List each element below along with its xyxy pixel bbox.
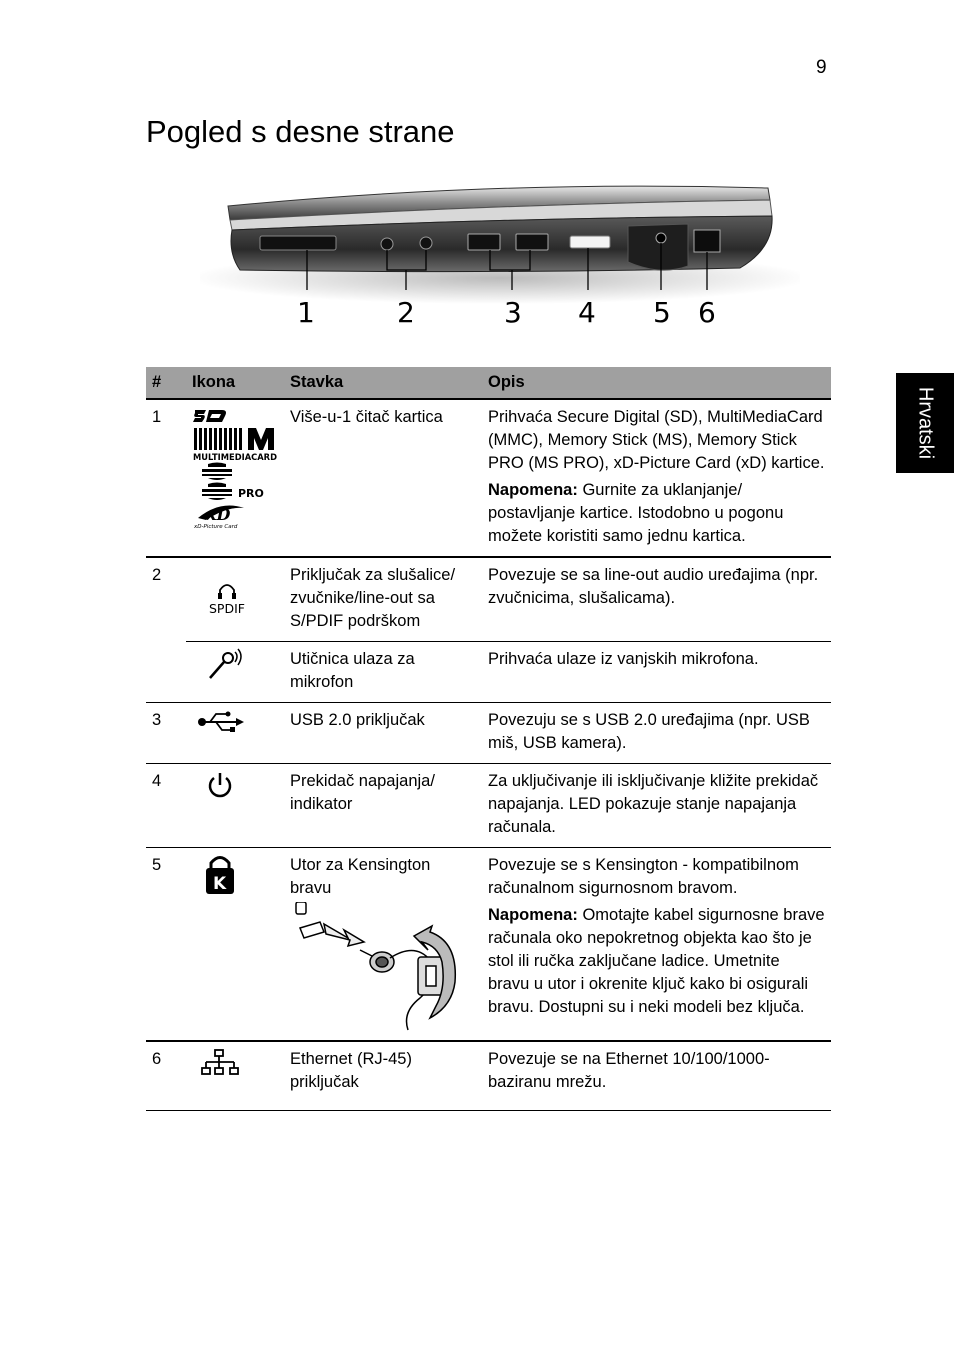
table-row <box>146 848 831 1042</box>
multimediacard-icon <box>192 426 278 462</box>
row-desc: Povezuju se s USB 2.0 uređajima (npr. USB miš, USB kamera). <box>482 703 831 764</box>
row-number: 5 <box>146 848 186 1042</box>
row-number: 6 <box>146 1041 186 1111</box>
laptop-right-side-illustration <box>200 178 800 328</box>
kensington-lock-icon <box>202 854 242 898</box>
row-number: 1 <box>152 408 162 426</box>
microphone-icon <box>202 648 252 684</box>
row-desc: Povezuje se sa line-out audio uređajima (npr. zvučnicima, slušalicama). <box>482 557 831 642</box>
row-desc: Za uključivanje ili isključivanje kližite prekidač napajanja. LED pokazuje stanje napajanja računala. <box>482 764 831 848</box>
multimediacard-label: MULTIMEDIACARD <box>193 453 277 462</box>
memory-stick-pro-label: PRO <box>238 487 264 500</box>
page-title: Pogled s desne strane <box>146 114 455 149</box>
memory-stick-icon <box>192 462 242 482</box>
row-desc <box>482 399 831 557</box>
row-item: Utičnica ulaza za mikrofon <box>284 642 482 703</box>
row-desc: Prihvaća ulaze iz vanjskih mikrofona. <box>482 642 831 703</box>
power-icon <box>202 770 242 802</box>
note-text: Omotajte kabel sigurnosne brave računala oko nepokretnog objekta kao što je stol ili ručka zaključane ladice. Umetnite bravu u utor i okrenite ključ kako bi osigurali bravu. Dostupni su i neki modeli bez ključa. <box>488 906 825 1016</box>
row-item: Više-u-1 čitač kartica <box>290 408 443 426</box>
card-icons <box>186 399 284 557</box>
table-row <box>146 399 831 557</box>
header-icon: Ikona <box>186 367 284 399</box>
callout-3: 3 <box>504 296 522 328</box>
row-item: Priključak za slušalice/ zvučnike/line-out sa S/PDIF podrškom <box>284 557 482 642</box>
table-row <box>146 557 831 642</box>
callout-6: 6 <box>698 296 716 328</box>
note-text: Gurnite za uklanjanje/ postavljanje kartice. Istodobno u pogonu možete koristiti samo jednu kartica. <box>488 481 784 545</box>
row-note <box>488 479 825 548</box>
row-desc-text: Povezuje se s Kensington - kompatibilnom računalnom sigurnosnom bravom. <box>488 856 799 897</box>
table-row <box>146 1041 831 1111</box>
callout-4: 4 <box>578 296 596 328</box>
row-note <box>488 904 825 1019</box>
table-row <box>146 764 831 848</box>
kensington-k-label: K <box>213 874 227 894</box>
row-desc <box>482 848 831 1042</box>
table-row <box>146 642 831 703</box>
sd-card-icon <box>192 406 232 426</box>
xd-label: xD <box>207 505 231 524</box>
header-num: # <box>146 367 186 399</box>
language-tab-label: Hrvatski <box>914 386 937 460</box>
row-number: 4 <box>146 764 186 848</box>
spdif-label: SPDIF <box>209 601 245 616</box>
table-row <box>146 703 831 764</box>
row-desc-text: Prihvaća Secure Digital (SD), MultiMediaCard (MMC), Memory Stick (MS), Memory Stick PRO (MS PRO), xD-Picture Card (xD) kartice. <box>488 408 825 472</box>
row-item: USB 2.0 priključak <box>284 703 482 764</box>
ethernet-icon <box>200 1048 244 1078</box>
row-number: 3 <box>146 703 186 764</box>
page-number: 9 <box>816 57 827 78</box>
memory-stick-pro-icon <box>192 482 272 502</box>
note-label: Napomena: <box>488 481 578 499</box>
callout-2: 2 <box>397 296 415 328</box>
callout-1: 1 <box>297 296 315 328</box>
note-label: Napomena: <box>488 906 578 924</box>
row-item: Utor za Kensington bravu <box>290 856 431 897</box>
row-desc: Povezuje se na Ethernet 10/100/1000-baziranu mrežu. <box>482 1041 831 1111</box>
row-number <box>146 642 186 703</box>
row-item: Ethernet (RJ-45) priključak <box>284 1041 482 1111</box>
language-tab <box>896 373 954 473</box>
kensington-lock-illustration <box>290 902 470 1032</box>
row-item: Prekidač napajanja/ indikator <box>284 764 482 848</box>
callout-5: 5 <box>653 296 671 328</box>
xd-picture-card-icon <box>192 502 252 530</box>
row-number: 2 <box>146 557 186 642</box>
xd-sublabel: xD-Picture Card <box>194 524 238 530</box>
table-header-row <box>146 367 831 399</box>
ports-table <box>146 367 831 1111</box>
headphone-spdif-icon <box>198 576 258 618</box>
header-desc: Opis <box>482 367 831 399</box>
usb-icon <box>196 709 250 735</box>
header-item: Stavka <box>284 367 482 399</box>
